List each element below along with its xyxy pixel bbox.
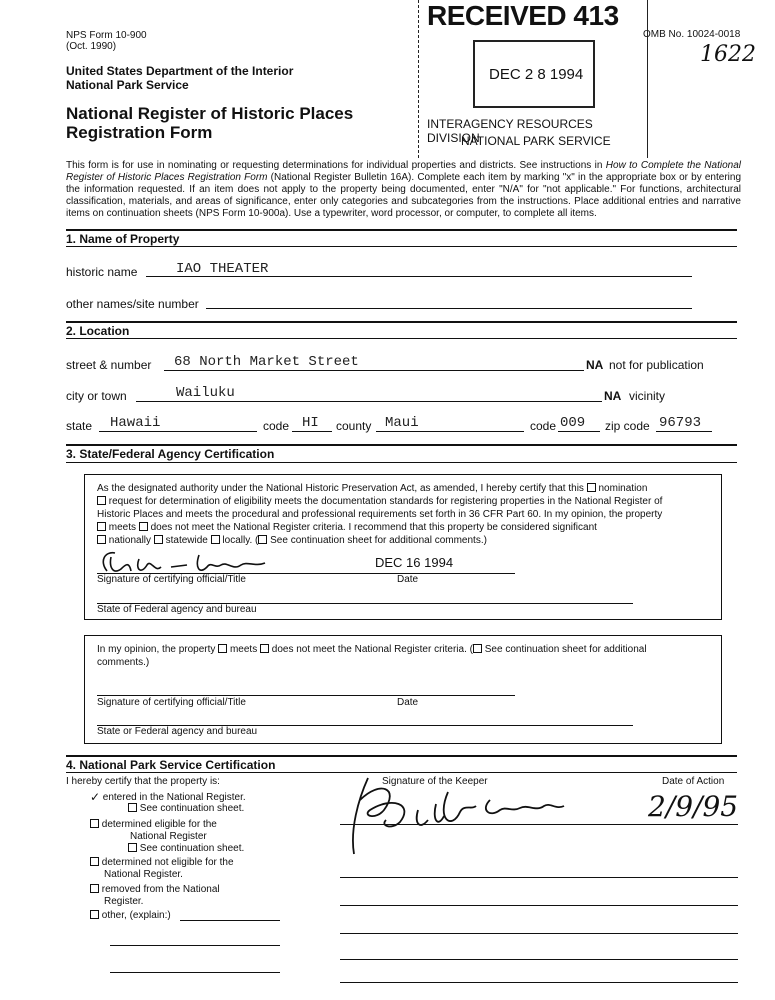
cert-line4-a: meets: [108, 522, 137, 533]
removed-label2: Register.: [104, 896, 144, 907]
keeper-line[interactable]: [340, 982, 738, 983]
form-date: (Oct. 1990): [66, 41, 117, 52]
explain-line[interactable]: [110, 972, 280, 973]
state-value: Hawaii: [110, 415, 161, 431]
opinion-e: comments.): [97, 657, 150, 668]
opinion-continuation-checkbox[interactable]: [473, 644, 482, 653]
does-not-meet-checkbox[interactable]: [139, 522, 148, 531]
zip-label: zip code: [605, 419, 650, 433]
stamp-date: DEC 2 8 1994: [489, 66, 584, 83]
city-line[interactable]: [136, 401, 602, 402]
divider: [66, 444, 737, 446]
stamp-line1: INTERAGENCY RESOURCES DIVISION: [427, 117, 593, 145]
signature-label: Signature of certifying official/Title: [97, 574, 246, 585]
code2-label: code: [530, 419, 557, 433]
intro-part3: (National Register Bulletin 16A). Complete each item by marking "x" in the appropriate box or by entering the information requested. If an item does not apply to the property being documented, enter "N/A" for "not applicable." For functions, architectural classification, materials, and areas of significance, enter only categories and subcategories from the instructions. Place additional entries and narrative items on continuation sheets (NPS Form 10-900a). Use a typewriter, word processor, or computer, to complete all items.: [66, 172, 742, 219]
eligible-label1: determined eligible for the: [101, 819, 217, 830]
cert-line3: Historic Places and meets the procedural and professional requirements set forth in 36 CFR Part 60. In my opinion, the property: [97, 509, 663, 520]
removed-checkbox[interactable]: [90, 884, 99, 893]
removed-label1: removed from the National: [101, 884, 220, 895]
not-for-publication-label: not for publication: [609, 358, 704, 372]
removed-row: [90, 884, 220, 896]
see-cont1-row: [128, 803, 244, 815]
locally-checkbox[interactable]: [211, 535, 220, 544]
entered-label: entered in the National Register.: [102, 792, 246, 803]
cert-line2-text: request for determination of eligibility meets the documentation standards for registering properties in the National Register of: [108, 496, 663, 507]
agency-label: State of Federal agency and bureau: [97, 604, 257, 615]
county-line[interactable]: [376, 431, 524, 432]
cert-line4-b: does not meet the National Register criteria. I recommend that this property be considered significant: [150, 522, 597, 533]
omb-number: OMB No. 10024-0018: [643, 29, 741, 40]
not-eligible-label1: determined not eligible for the: [101, 857, 234, 868]
date-label: Date: [397, 574, 419, 585]
divider: [66, 338, 737, 339]
historic-name-value: IAO THEATER: [176, 261, 269, 277]
divider: [66, 229, 737, 231]
eligible-checkbox[interactable]: [90, 819, 99, 828]
keeper-line[interactable]: [340, 933, 738, 934]
section2-title: 2. Location: [66, 324, 130, 338]
divider: [66, 321, 737, 323]
code-value: HI: [302, 415, 319, 431]
divider: [66, 755, 737, 757]
code-line[interactable]: [292, 431, 332, 432]
opinion-b: meets: [229, 644, 258, 655]
eligible-row: [90, 819, 217, 831]
vicinity-label: vicinity: [629, 389, 666, 403]
see-cont2-label: See continuation sheet.: [139, 843, 245, 854]
cert-line5-a: nationally: [108, 535, 152, 546]
na-publication: NA: [586, 358, 604, 372]
keeper-label: Signature of the Keeper: [382, 776, 488, 787]
keeper-line[interactable]: [340, 824, 738, 825]
other-explain-line[interactable]: [180, 920, 280, 921]
not-eligible-label2: National Register.: [104, 869, 183, 880]
not-eligible-checkbox[interactable]: [90, 857, 99, 866]
city-value: Wailuku: [176, 385, 235, 401]
signature2-line[interactable]: [97, 695, 515, 696]
form-number: NPS Form 10-900: [66, 30, 147, 41]
cert-line5: [97, 535, 487, 547]
stamp-line2: NATIONAL PARK SERVICE: [461, 134, 611, 148]
opinion-a: In my opinion, the property: [97, 644, 216, 655]
see-cont1-label: See continuation sheet.: [139, 803, 245, 814]
state-certification-box: [84, 474, 722, 620]
opinion-meets-checkbox[interactable]: [218, 644, 227, 653]
certify-intro: I hereby certify that the property is:: [66, 776, 220, 787]
nomination-checkbox[interactable]: [587, 483, 596, 492]
other-row: [90, 910, 171, 922]
date2-label: Date: [397, 697, 419, 708]
cert-line5-d: See continuation sheet for additional comments.): [270, 535, 487, 546]
code2-value: 009: [560, 415, 586, 431]
continuation-checkbox[interactable]: [258, 535, 267, 544]
street-line[interactable]: [164, 370, 584, 371]
cert-line1-a: As the designated authority under the National Historic Preservation Act, as amended, I hereby certify that this: [97, 483, 584, 494]
received-stamp: [418, 0, 648, 158]
form-title-line2: Registration Form: [66, 123, 213, 142]
agency2-label: State or Federal agency and bureau: [97, 726, 258, 737]
date-of-action-value: 2/9/95: [648, 790, 739, 823]
street-label: street & number: [66, 358, 152, 372]
historic-name-label: historic name: [66, 265, 138, 279]
opinion-does-not-meet-checkbox[interactable]: [260, 644, 269, 653]
form-title-line1: National Register of Historic Places: [66, 104, 354, 123]
see-cont2-checkbox[interactable]: [128, 843, 137, 852]
cert-line5-b: statewide: [165, 535, 208, 546]
other-names-line[interactable]: [206, 308, 692, 309]
other-checkbox[interactable]: [90, 910, 99, 919]
explain-line[interactable]: [110, 945, 280, 946]
code-label: code: [263, 419, 290, 433]
state-label: state: [66, 419, 93, 433]
zip-value: 96793: [659, 415, 702, 431]
not-eligible-row: [90, 857, 234, 869]
statewide-checkbox[interactable]: [154, 535, 163, 544]
dept-line1: United States Department of the Interior: [66, 64, 294, 78]
other-label: other, (explain:): [101, 910, 171, 921]
county-value: Maui: [385, 415, 419, 431]
city-label: city or town: [66, 389, 127, 403]
intro-part1: This form is for use in nominating or requesting determinations for individual properties and districts. See instructions in: [66, 160, 606, 171]
divider: [66, 462, 737, 463]
section1-title: 1. Name of Property: [66, 232, 180, 246]
intro-paragraph: [66, 160, 741, 220]
see-cont1-checkbox[interactable]: [128, 803, 137, 812]
intro-part2: How to Complete the National Register of Historic Places Registration Form: [66, 160, 741, 183]
entered-checkmark[interactable]: ✓: [90, 790, 101, 804]
meets-checkbox[interactable]: [97, 522, 106, 531]
cert-line2: [97, 496, 662, 508]
stamp-date-box: [473, 40, 595, 108]
section4-title: 4. National Park Service Certification: [66, 758, 276, 772]
opinion-d: See continuation sheet for additional: [484, 644, 647, 655]
opinion-line1: [97, 644, 647, 656]
keeper-line[interactable]: [340, 905, 738, 906]
cert-line5-c: locally. (: [222, 535, 259, 546]
date-of-action-label: Date of Action: [662, 776, 725, 787]
street-value: 68 North Market Street: [174, 354, 359, 370]
keeper-line[interactable]: [340, 877, 738, 878]
certifying-date-value: DEC 16 1994: [375, 555, 454, 570]
cert-line4: [97, 522, 597, 534]
state-line[interactable]: [99, 431, 257, 432]
dept-line2: National Park Service: [66, 78, 189, 92]
keeper-line[interactable]: [340, 959, 738, 960]
signature2-label: Signature of certifying official/Title: [97, 697, 246, 708]
opinion-c: does not meet the National Register criteria. (: [271, 644, 473, 655]
stamp-received: RECEIVED 413: [427, 0, 619, 31]
zip-line[interactable]: [656, 431, 712, 432]
keeper-signature: [340, 770, 580, 860]
other-names-label: other names/site number: [66, 297, 199, 311]
nationally-checkbox[interactable]: [97, 535, 106, 544]
na-vicinity: NA: [604, 389, 622, 403]
county-label: county: [336, 419, 372, 433]
opinion-box: [84, 635, 722, 744]
eligible-label2: National Register: [130, 831, 207, 842]
handwritten-number: 1622: [700, 42, 756, 67]
see-cont2-row: [128, 843, 244, 855]
cert-line1-b: nomination: [598, 483, 648, 494]
request-checkbox[interactable]: [97, 496, 106, 505]
section3-title: 3. State/Federal Agency Certification: [66, 447, 275, 461]
divider: [66, 246, 737, 247]
cert-line1: [97, 483, 647, 495]
code2-line[interactable]: [558, 431, 600, 432]
